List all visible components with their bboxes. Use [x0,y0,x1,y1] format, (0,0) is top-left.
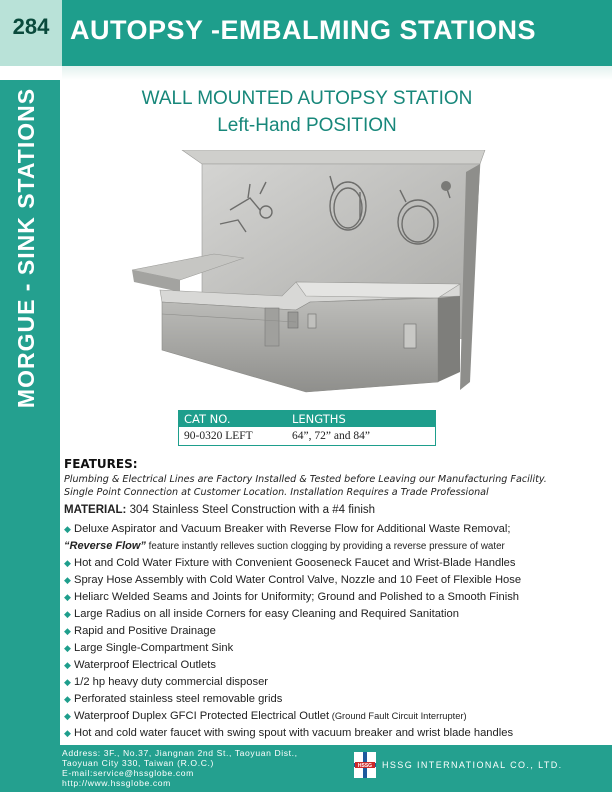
page-number: 284 [12,14,50,39]
list-item: ◆ 1/2 hp heavy duty commercial disposer [64,674,604,691]
diamond-bullet-icon: ◆ [64,677,71,687]
product-title: WALL MOUNTED AUTOPSY STATION [141,88,473,109]
list-item: ◆ Hot and Cold Water Fixture with Convenient Gooseneck Faucet and Wrist-Blade Handles [64,555,604,572]
diamond-bullet-icon: ◆ [64,609,71,619]
title-bar-shadow [62,66,612,80]
email-link[interactable]: E-mail:service@hssglobe.com [62,768,194,778]
section-label: MORGUE - SINK STATIONS [13,87,39,409]
material-label: MATERIAL: [64,504,127,516]
list-item: ◆ Waterproof Duplex GFCI Protected Electrical Outlet (Ground Fault Circuit Interrupter) [64,708,604,725]
gfci-note: (Ground Fault Circuit Interrupter) [329,711,467,721]
diamond-bullet-icon: ◆ [64,558,71,568]
address-line: Taoyuan City 330, Taiwan (R.O.C.) [62,758,214,768]
diamond-bullet-icon: ◆ [64,728,71,738]
diamond-bullet-icon: ◆ [64,575,71,585]
list-item: ◆ Perforated stainless steel removable grids [64,691,604,708]
diamond-bullet-icon: ◆ [64,643,71,653]
diamond-bullet-icon: ◆ [64,711,71,721]
catalog-table [178,410,436,446]
website-link[interactable]: http://www.hssglobe.com [62,778,171,788]
diamond-bullet-icon: ◆ [64,626,71,636]
diamond-bullet-icon: ◆ [64,592,71,602]
diamond-bullet-icon: ◆ [64,694,71,704]
features-intro [64,473,594,499]
address-line: Address: 3F., No.37, Jiangnan 2nd St., Taoyuan Dist., [62,748,298,758]
svg-text:HSSG: HSSG [357,762,373,769]
list-item: ◆ Deluxe Aspirator and Vacuum Breaker with Reverse Flow for Additional Waste Removal; [64,521,604,538]
list-item: ◆ Heliarc Welded Seams and Joints for Uniformity; Ground and Polished to a Smooth Finish [64,589,604,606]
cat-no-cell: 90-0320 LEFT [184,430,253,442]
intro-line: Plumbing & Electrical Lines are Factory Installed & Tested before Leaving our Manufacturing Facility. [64,474,547,485]
material-line [64,504,375,516]
reverse-flow-note [64,538,604,555]
autopsy-station-illustration [120,150,500,400]
catalog-table-header [179,411,435,427]
column-header-lengths: LENGTHS [292,412,346,426]
reverse-flow-text: feature instantly relleves suction clogging by providing a reverse pressure of water [145,541,505,552]
product-subtitle: Left-Hand POSITION [217,115,397,136]
diamond-bullet-icon: ◆ [64,524,71,534]
page-title: AUTOPSY -EMBALMING STATIONS [70,15,537,45]
lengths-cell: 64”, 72” and 84” [292,430,370,442]
intro-line: Single Point Connection at Customer Location. Installation Requires a Trade Professional [64,487,489,498]
list-item: ◆ Large Radius on all inside Corners for easy Cleaning and Required Sanitation [64,606,604,623]
company-logo-icon [354,752,376,778]
list-item: ◆ Hot and cold water faucet with swing spout with vacuum breaker and wrist blade handles [64,725,604,742]
diamond-bullet-icon: ◆ [64,660,71,670]
contact-info [62,748,298,788]
features-heading: FEATURES: [64,457,138,471]
list-item: ◆ Waterproof Electrical Outlets [64,657,604,674]
table-row [179,427,435,445]
list-item: ◆ Large Single-Compartment Sink [64,640,604,657]
reverse-flow-label: “Reverse Flow” [64,540,146,552]
list-item: ◆ Spray Hose Assembly with Cold Water Control Valve, Nozzle and 10 Feet of Flexible Hose [64,572,604,589]
company-name: HSSG INTERNATIONAL CO., LTD. [382,760,563,770]
material-text: 304 Stainless Steel Construction with a #4 finish [126,504,376,516]
column-header-cat-no: CAT NO. [184,412,231,426]
features-list [64,521,604,742]
list-item: ◆ Rapid and Positive Drainage [64,623,604,640]
